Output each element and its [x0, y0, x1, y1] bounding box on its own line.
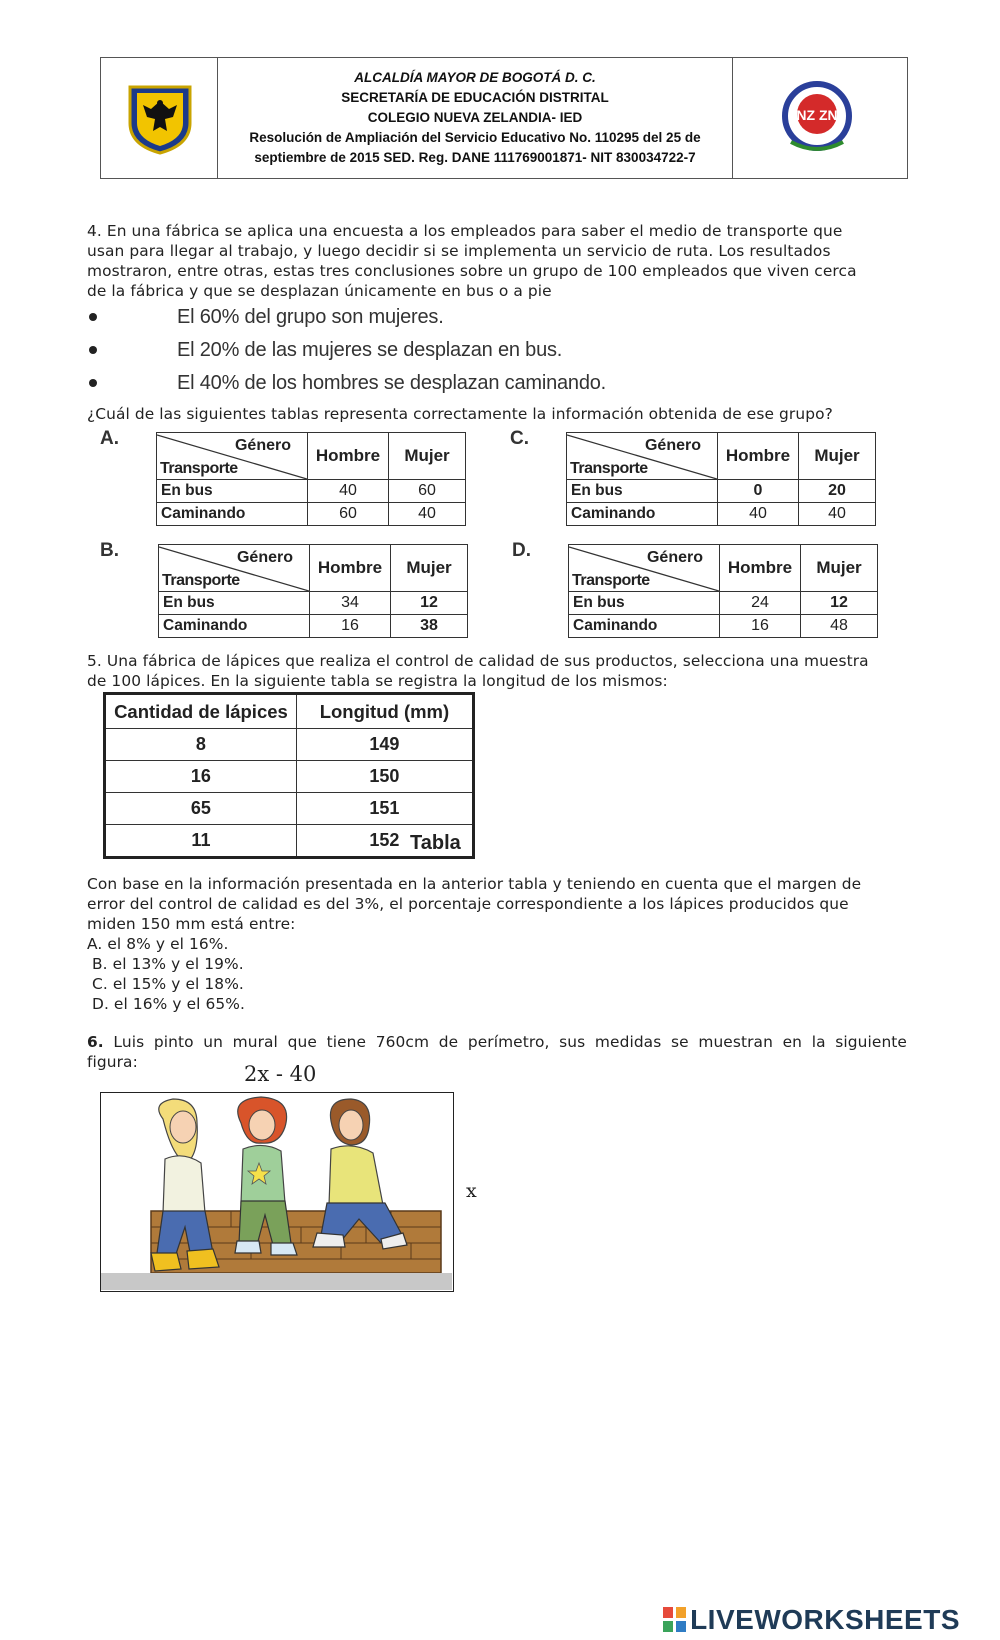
- cell-cantidad: 11: [105, 825, 297, 858]
- row-label-caminando: Caminando: [567, 503, 718, 526]
- bullet-dot-icon: [89, 346, 97, 354]
- table-caption: Tabla: [410, 832, 461, 854]
- q4-bullet-1-text: El 60% del grupo son mujeres.: [177, 305, 444, 328]
- header-text-block: [217, 58, 733, 178]
- q5-answer-a: A. el 8% y el 16%.: [87, 935, 229, 953]
- q5-line-2: de 100 lápices. En la siguiente tabla se registra la longitud de los mismos:: [87, 672, 668, 690]
- transporte-label: Transporte: [570, 460, 648, 477]
- mujer-header: Mujer: [799, 433, 876, 480]
- table-row: [105, 729, 474, 761]
- liveworksheets-brand: LIVEWORKSHEETS: [690, 1604, 960, 1635]
- liveworksheets-mark-icon: [663, 1607, 687, 1633]
- q5-answer-d: D. el 16% y el 65%.: [92, 995, 246, 1013]
- option-c-table: [566, 432, 876, 526]
- cell-longitud: 150: [296, 761, 473, 793]
- q4-line-3: mostraron, entre otras, estas tres conclusiones sobre un grupo de 100 empleados que viven cerca: [87, 262, 857, 280]
- q6-line-1: [87, 1032, 907, 1052]
- q4-question: [87, 404, 907, 424]
- q5-body-line-1: Con base en la información presentada en la anterior tabla y teniendo en cuenta que el margen de: [87, 875, 862, 893]
- question-5-text: [87, 651, 907, 691]
- row-label-caminando: Caminando: [159, 615, 310, 638]
- row-label-caminando: Caminando: [569, 615, 720, 638]
- q5-answer-b: B. el 13% y el 19%.: [92, 955, 244, 973]
- gender-transport-header: [159, 545, 310, 592]
- bogota-coat-of-arms-icon: [125, 83, 195, 155]
- cell-caminando-hombre: 16: [310, 615, 391, 638]
- cell-caminando-hombre: 16: [720, 615, 801, 638]
- bullet-dot-icon: [89, 379, 97, 387]
- cell-bus-hombre: 40: [308, 480, 389, 503]
- q5-answer-c: C. el 15% y el 18%.: [92, 975, 244, 993]
- q6-line-1-text: Luis pinto un mural que tiene 760cm de perímetro, sus medidas se muestran en la siguiente: [103, 1033, 907, 1051]
- q4-line-4: de la fábrica y que se desplazan únicamente en bus o a pie: [87, 282, 552, 300]
- row-label-bus: En bus: [159, 592, 310, 615]
- cell-bus-hombre: 34: [310, 592, 391, 615]
- cell-caminando-mujer: 40: [799, 503, 876, 526]
- transporte-label: Transporte: [160, 460, 238, 477]
- genero-label: Género: [644, 437, 701, 454]
- gender-transport-header: [567, 433, 718, 480]
- header-line-4: Resolución de Ampliación del Servicio Educativo No. 110295 del 25 de: [249, 130, 701, 145]
- option-b-table: [158, 544, 468, 638]
- mujer-header: Mujer: [391, 545, 468, 592]
- header-longitud: Longitud (mm): [296, 694, 473, 729]
- cell-bus-hombre: 24: [720, 592, 801, 615]
- q5-line-1: 5. Una fábrica de lápices que realiza el control de calidad de sus productos, selecciona una muestra: [87, 652, 869, 670]
- header-line-5: septiembre de 2015 SED. Reg. DANE 111769001871- NIT 830034722-7: [254, 150, 696, 165]
- cell-caminando-mujer: 38: [391, 615, 468, 638]
- row-label-bus: En bus: [157, 480, 308, 503]
- cell-longitud: 152: [296, 825, 473, 858]
- cell-bus-mujer: 12: [391, 592, 468, 615]
- option-b-label: B.: [100, 540, 119, 561]
- cell-caminando-mujer: 48: [801, 615, 878, 638]
- q4-line-2: usan para llegar al trabajo, y luego decidir si se implementa un servicio de ruta. Los resultados: [87, 242, 831, 260]
- mural-top-label: 2x - 40: [244, 1062, 317, 1086]
- option-c-label: C.: [510, 428, 529, 449]
- transporte-label: Transporte: [162, 572, 240, 589]
- seal-lettering: NZ ZN: [796, 107, 838, 123]
- transporte-label: Transporte: [572, 572, 650, 589]
- gender-transport-header: [157, 433, 308, 480]
- school-seal-icon: [777, 76, 857, 156]
- question-4-text: [87, 221, 907, 301]
- q6-number: 6.: [87, 1033, 104, 1051]
- q4-line-1: 4. En una fábrica se aplica una encuesta a los empleados para saber el medio de transporte que: [87, 222, 843, 240]
- q5-body-line-3: miden 150 mm está entre:: [87, 915, 296, 933]
- document-header: [100, 57, 908, 179]
- cell-cantidad: 8: [105, 729, 297, 761]
- header-cantidad: Cantidad de lápices: [105, 694, 297, 729]
- q4-bullet-2-text: El 20% de las mujeres se desplazan en bus.: [177, 338, 563, 361]
- table-row: [105, 761, 474, 793]
- cell-cantidad: 16: [105, 761, 297, 793]
- mujer-header: Mujer: [389, 433, 466, 480]
- header-logo-left-cell: [101, 58, 218, 178]
- three-girls-illustration: [101, 1093, 452, 1290]
- cell-bus-mujer: 20: [799, 480, 876, 503]
- q4-question-text: ¿Cuál de las siguientes tablas representa correctamente la información obtenida de ese grupo?: [87, 405, 833, 423]
- hombre-header: Hombre: [310, 545, 391, 592]
- mural-side-label: x: [466, 1180, 477, 1202]
- cell-longitud: 151: [296, 793, 473, 825]
- option-a-label: A.: [100, 428, 119, 449]
- row-label-bus: En bus: [567, 480, 718, 503]
- hombre-header: Hombre: [718, 433, 799, 480]
- cell-bus-mujer: 12: [801, 592, 878, 615]
- genero-label: Género: [646, 549, 703, 566]
- q4-bullet-3-text: El 40% de los hombres se desplazan caminando.: [177, 371, 607, 394]
- cell-longitud: 149: [296, 729, 473, 761]
- cell-caminando-mujer: 40: [389, 503, 466, 526]
- liveworksheets-logo[interactable]: [663, 1604, 960, 1636]
- header-logo-right-cell: [732, 58, 907, 178]
- bullet-dot-icon: [89, 313, 97, 321]
- question-6-text: [87, 1032, 907, 1072]
- row-label-bus: En bus: [569, 592, 720, 615]
- q6-line-2: figura:: [87, 1053, 138, 1071]
- cell-bus-mujer: 60: [389, 480, 466, 503]
- cell-cantidad: 65: [105, 793, 297, 825]
- q5-body-line-2: error del control de calidad es del 3%, el porcentaje correspondiente a los lápices producidos que: [87, 895, 849, 913]
- mujer-header: Mujer: [801, 545, 878, 592]
- cell-caminando-hombre: 60: [308, 503, 389, 526]
- row-label-caminando: Caminando: [157, 503, 308, 526]
- mural-illustration: [100, 1092, 454, 1292]
- header-line-3: COLEGIO NUEVA ZELANDIA- IED: [367, 110, 583, 125]
- gender-transport-header: [569, 545, 720, 592]
- table-row: [105, 793, 474, 825]
- genero-label: Género: [234, 437, 291, 454]
- genero-label: Género: [236, 549, 293, 566]
- cell-bus-hombre: 0: [718, 480, 799, 503]
- header-line-1: ALCALDÍA MAYOR DE BOGOTÁ D. C.: [354, 70, 596, 85]
- hombre-header: Hombre: [720, 545, 801, 592]
- option-d-label: D.: [512, 540, 531, 561]
- header-line-2: SECRETARÍA DE EDUCACIÓN DISTRITAL: [341, 90, 609, 105]
- option-d-table: [568, 544, 878, 638]
- option-a-table: [156, 432, 466, 526]
- hombre-header: Hombre: [308, 433, 389, 480]
- q5-body: [87, 874, 907, 1014]
- cell-caminando-hombre: 40: [718, 503, 799, 526]
